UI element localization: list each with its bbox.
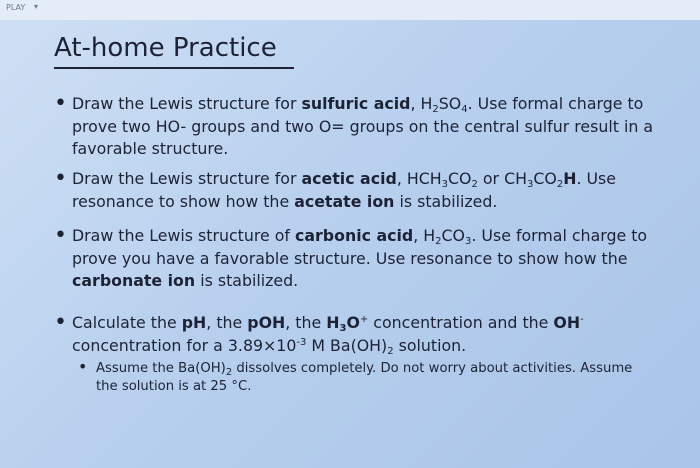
sub-bullet-assumptions: Assume the $Ba(OH)_2$ dissolves completely. Do not worry about activities. Assume the solution is at 25 °C. — [96, 361, 633, 394]
bullet-dot: • — [54, 91, 67, 116]
bullet-dot: • — [54, 223, 67, 248]
title-underline — [54, 67, 294, 69]
chevron-down-icon[interactable]: ▾ — [34, 2, 39, 11]
bullet-calculate-ph: Calculate the pH, the pOH, the $H_3O^+$ concentration and the OH- concentration for a $3.89\times 10^{-3}$ M $Ba(OH)_2$ solution. — [72, 313, 584, 357]
bullet-dot: • — [54, 310, 67, 335]
sub-bullet-dot: • — [78, 357, 88, 376]
slide-title: At-home Practice — [54, 33, 277, 63]
play-menu-label[interactable]: PLAY — [6, 3, 26, 12]
bullet-carbonic-acid: Draw the Lewis structure of carbonic acid, $H_2CO_3$. Use formal charge to prove you have a favorable structure. Use resonance to show how the carbonate ion is stabilized. — [72, 226, 648, 290]
bullet-dot: • — [54, 166, 67, 191]
bullet-sulfuric-acid: Draw the Lewis structure for sulfuric acid, $H_2SO_4$. Use formal charge to prove two HO- groups and two O= groups on the central sulfur result in a favorable structure. — [72, 94, 654, 158]
bullet-acetic-acid: Draw the Lewis structure for acetic acid, $HCH_3CO_2$ or $CH_3CO_2H$. Use resonance to show how the acetate ion is stabilized. — [72, 169, 617, 211]
